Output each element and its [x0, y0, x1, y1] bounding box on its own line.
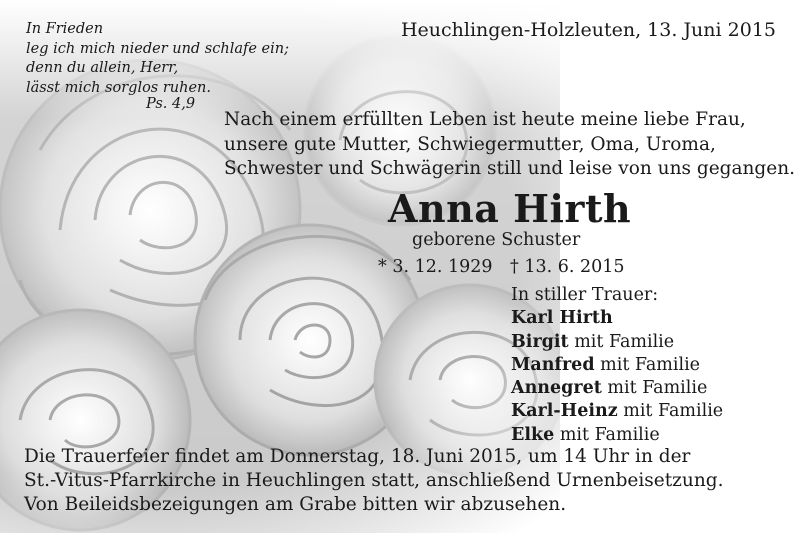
ceremony-line: Von Beileidsbezeigungen am Grabe bitten wir abzusehen. [24, 494, 567, 515]
mourner-suffix: mit Familie [617, 401, 724, 422]
mourner-suffix: mit Familie [594, 354, 701, 375]
mourner-entry [511, 307, 723, 330]
psalm-quote [26, 20, 289, 98]
mourners-list [511, 284, 723, 447]
mourner-suffix: mit Familie [601, 378, 708, 399]
intro-line: Schwester und Schwägerin still und leise von uns gegangen. [224, 158, 796, 179]
mourner-name: Manfred [511, 354, 595, 375]
place-date: Heuchlingen-Holzleuten, 13. Juni 2015 [400, 19, 776, 41]
mourner-suffix: mit Familie [554, 424, 660, 445]
psalm-line: In Frieden [26, 21, 104, 37]
mourner-suffix: mit Familie [568, 331, 675, 352]
ceremony-line: Die Trauerfeier findet am Donnerstag, 18. Juni 2015, um 14 Uhr in der [24, 446, 691, 467]
mourner-entry [511, 354, 723, 377]
psalm-line: lässt mich sorglos ruhen. [26, 79, 211, 96]
mourners-heading: In stiller Trauer: [511, 285, 659, 305]
mourner-entry [511, 400, 723, 423]
death-date: † 13. 6. 2015 [510, 257, 625, 277]
ceremony-info [24, 445, 723, 517]
psalm-line: leg ich mich nieder und schlafe ein; [26, 40, 289, 57]
mourner-name: Annegret [511, 378, 602, 399]
ceremony-line: St.-Vitus-Pfarrkirche in Heuchlingen statt, anschließend Urnenbeisetzung. [24, 470, 724, 491]
deceased-name: Anna Hirth [388, 186, 632, 231]
mourner-name: Karl Hirth [511, 308, 613, 329]
psalm-line: denn du allein, Herr, [26, 60, 179, 76]
birth-date: * 3. 12. 1929 [378, 257, 493, 277]
mourner-entry [511, 331, 723, 354]
mourner-name: Elke [511, 424, 555, 445]
intro-line: Nach einem erfüllten Leben ist heute meine liebe Frau, [224, 109, 746, 130]
intro-text [224, 108, 795, 182]
psalm-reference: Ps. 4,9 [146, 96, 196, 112]
intro-line: unsere gute Mutter, Schwiegermutter, Oma, Uroma, [224, 133, 716, 155]
mourner-name: Karl-Heinz [511, 401, 618, 422]
mourner-entry [511, 424, 723, 447]
maiden-name: geborene Schuster [412, 230, 581, 250]
mourner-name: Birgit [511, 331, 569, 352]
mourner-entry [511, 377, 723, 400]
